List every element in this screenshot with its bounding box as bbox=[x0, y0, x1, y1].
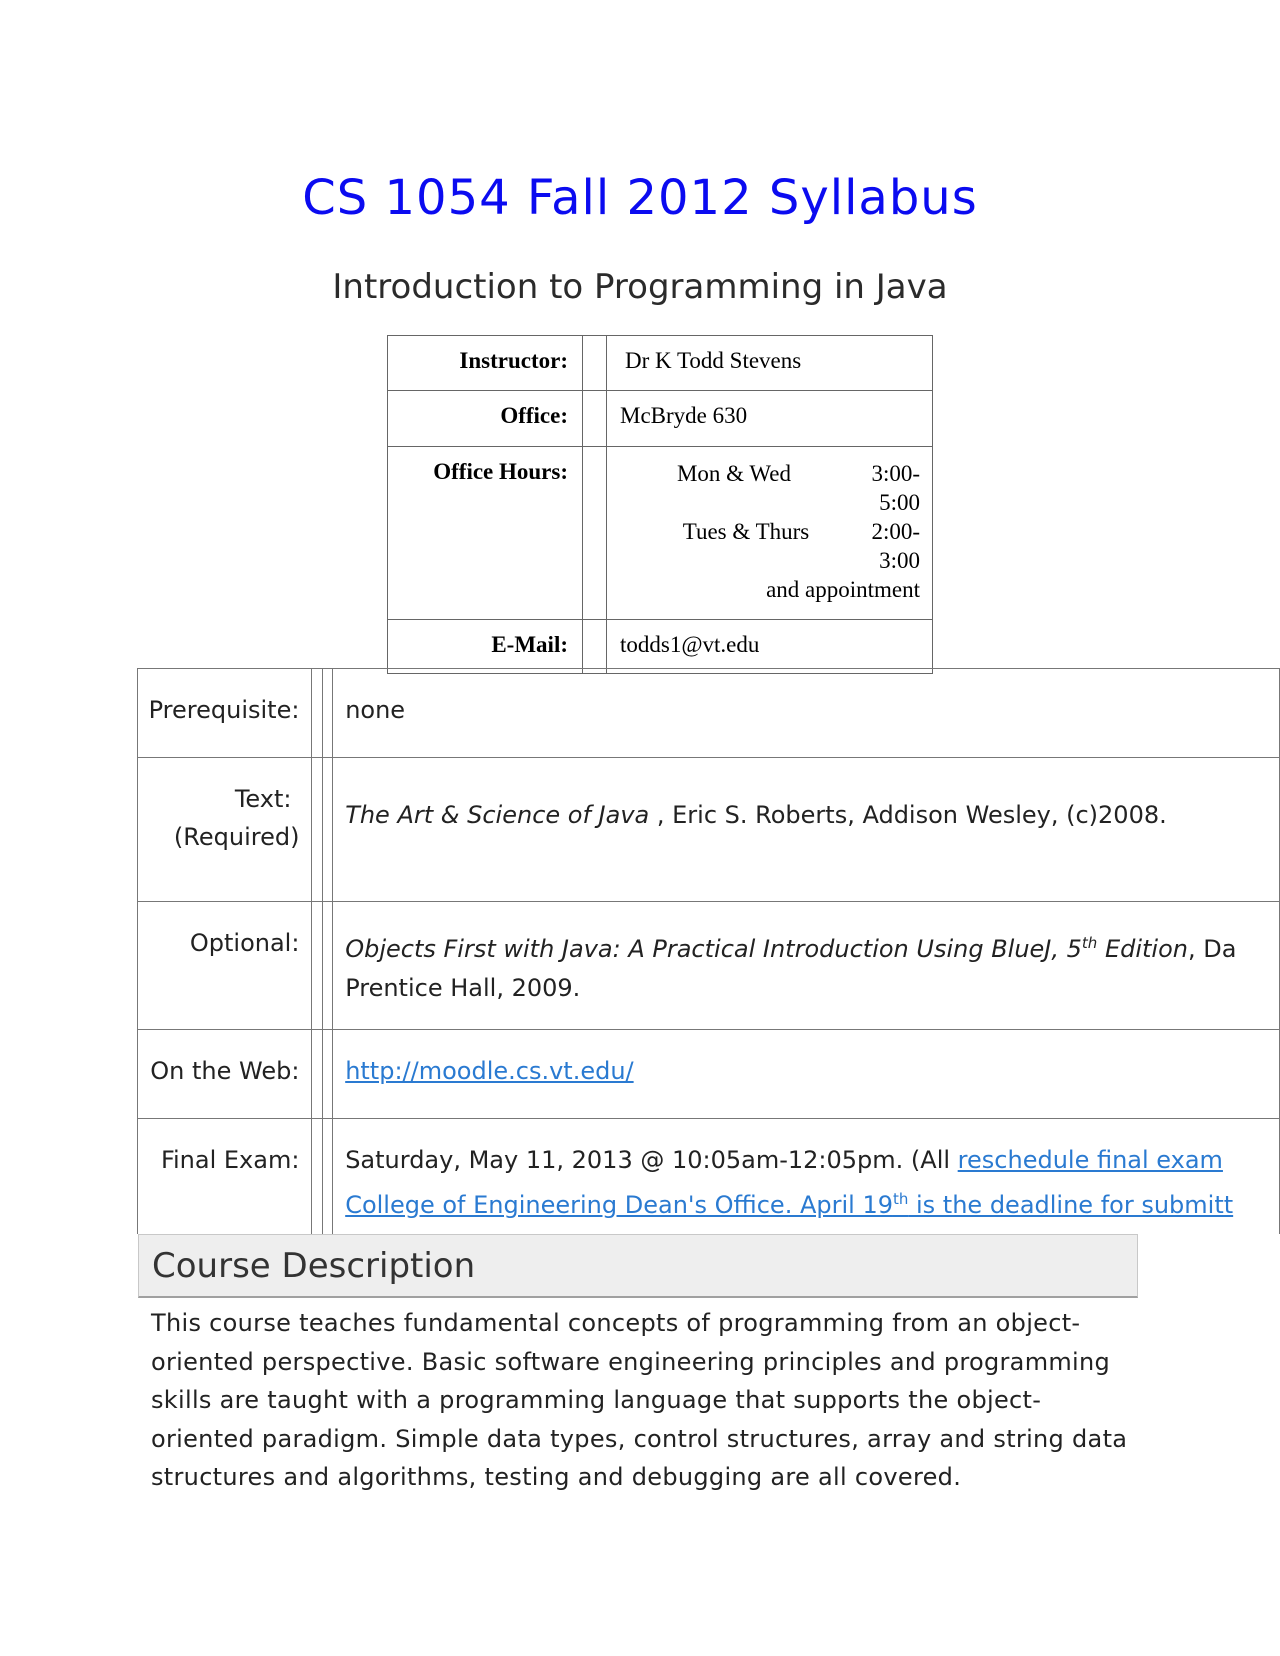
course-description-body bbox=[151, 1304, 1151, 1497]
hours-time-1b: 5:00 bbox=[879, 490, 920, 515]
instructor-row bbox=[388, 336, 933, 391]
table-gap-cell bbox=[312, 1030, 322, 1119]
table-gap-cell bbox=[322, 1030, 332, 1119]
table-gap-cell bbox=[322, 669, 332, 758]
web-value bbox=[333, 1030, 1280, 1119]
prerequisite-label: Prerequisite: bbox=[138, 669, 312, 758]
required-text-details: , Eric S. Roberts, Addison Wesley, (c)2008. bbox=[656, 801, 1167, 829]
office-hours-row bbox=[388, 447, 933, 620]
instructor-label: Instructor: bbox=[388, 336, 583, 391]
required-text-value bbox=[333, 758, 1280, 902]
optional-text-line2: Prentice Hall, 2009. bbox=[345, 974, 581, 1002]
description-line: This course teaches fundamental concepts of programming from an object- bbox=[151, 1309, 1081, 1337]
prerequisite-value: none bbox=[333, 669, 1280, 758]
table-gap-cell bbox=[583, 336, 607, 391]
email-row bbox=[388, 620, 933, 674]
email-address: todds1@vt.edu bbox=[607, 620, 933, 674]
hours-day-2: Tues & Thurs bbox=[682, 519, 810, 544]
web-row bbox=[138, 1030, 1280, 1119]
text-label-line2: (Required) bbox=[173, 823, 300, 851]
final-exam-value bbox=[333, 1119, 1280, 1235]
hours-spacer bbox=[620, 546, 856, 575]
optional-label: Optional: bbox=[138, 902, 312, 1030]
optional-row bbox=[138, 902, 1280, 1030]
course-details-table bbox=[137, 668, 1280, 1234]
instructor-info-table bbox=[387, 335, 933, 674]
table-gap-cell bbox=[312, 758, 322, 902]
page-subtitle: Introduction to Programming in Java bbox=[332, 267, 948, 307]
office-hours-label: Office Hours: bbox=[388, 447, 583, 620]
table-gap-cell bbox=[322, 1119, 332, 1235]
table-gap-cell bbox=[583, 447, 607, 620]
description-line: oriented perspective. Basic software engineering principles and programming bbox=[151, 1347, 1111, 1376]
hours-spacer bbox=[620, 488, 856, 517]
moodle-link[interactable]: http://moodle.cs.vt.edu/ bbox=[345, 1057, 634, 1085]
office-label: Office: bbox=[388, 391, 583, 447]
optional-text-value bbox=[333, 902, 1280, 1030]
hours-time-2a: 2:00- bbox=[871, 519, 920, 544]
hours-appointment: and appointment bbox=[766, 577, 920, 602]
course-details-container bbox=[137, 668, 1280, 1234]
text-label bbox=[138, 758, 312, 902]
description-line: oriented paradigm. Simple data types, control structures, array and string data bbox=[151, 1424, 1128, 1453]
office-hours-value bbox=[607, 447, 933, 620]
table-gap-cell bbox=[583, 391, 607, 447]
web-label: On the Web: bbox=[138, 1030, 312, 1119]
table-gap-cell bbox=[583, 620, 607, 674]
instructor-name: Dr K Todd Stevens bbox=[607, 336, 933, 391]
office-row bbox=[388, 391, 933, 447]
description-line: skills are taught with a programming language that supports the object- bbox=[151, 1386, 1042, 1414]
prerequisite-row bbox=[138, 669, 1280, 758]
office-location: McBryde 630 bbox=[607, 391, 933, 447]
text-row bbox=[138, 758, 1280, 902]
dean-office-link[interactable]: College of Engineering Dean's Office. April 19th is the deadline for submitt bbox=[345, 1190, 1234, 1219]
text-label-line1: Text: bbox=[234, 785, 292, 813]
table-gap-cell bbox=[312, 669, 322, 758]
course-description-heading: Course Description bbox=[138, 1234, 1138, 1298]
table-gap-cell bbox=[322, 758, 332, 902]
optional-text-title: Objects First with Java: A Practical Introduction Using BlueJ, 5th Edition bbox=[345, 934, 1188, 963]
optional-text-details: , Da bbox=[1187, 935, 1237, 963]
table-gap-cell bbox=[312, 902, 322, 1030]
table-gap-cell bbox=[322, 902, 332, 1030]
final-exam-row bbox=[138, 1119, 1280, 1235]
table-gap-cell bbox=[312, 1119, 322, 1235]
hours-time-1a: 3:00- bbox=[871, 461, 920, 486]
final-exam-label: Final Exam: bbox=[138, 1119, 312, 1235]
reschedule-final-exam-link[interactable]: reschedule final exam bbox=[957, 1146, 1223, 1174]
description-line: structures and algorithms, testing and debugging are all covered. bbox=[151, 1463, 962, 1491]
deadline-sup: th bbox=[892, 1190, 909, 1208]
final-exam-text: Saturday, May 11, 2013 @ 10:05am-12:05pm. (All bbox=[345, 1146, 958, 1174]
hours-day-1: Mon & Wed bbox=[676, 461, 791, 486]
required-text-title: The Art & Science of Java bbox=[345, 801, 657, 829]
page-title: CS 1054 Fall 2012 Syllabus bbox=[302, 170, 978, 226]
email-label: E-Mail: bbox=[388, 620, 583, 674]
optional-title-sup: th bbox=[1081, 934, 1098, 952]
hours-time-2b: 3:00 bbox=[879, 548, 920, 573]
